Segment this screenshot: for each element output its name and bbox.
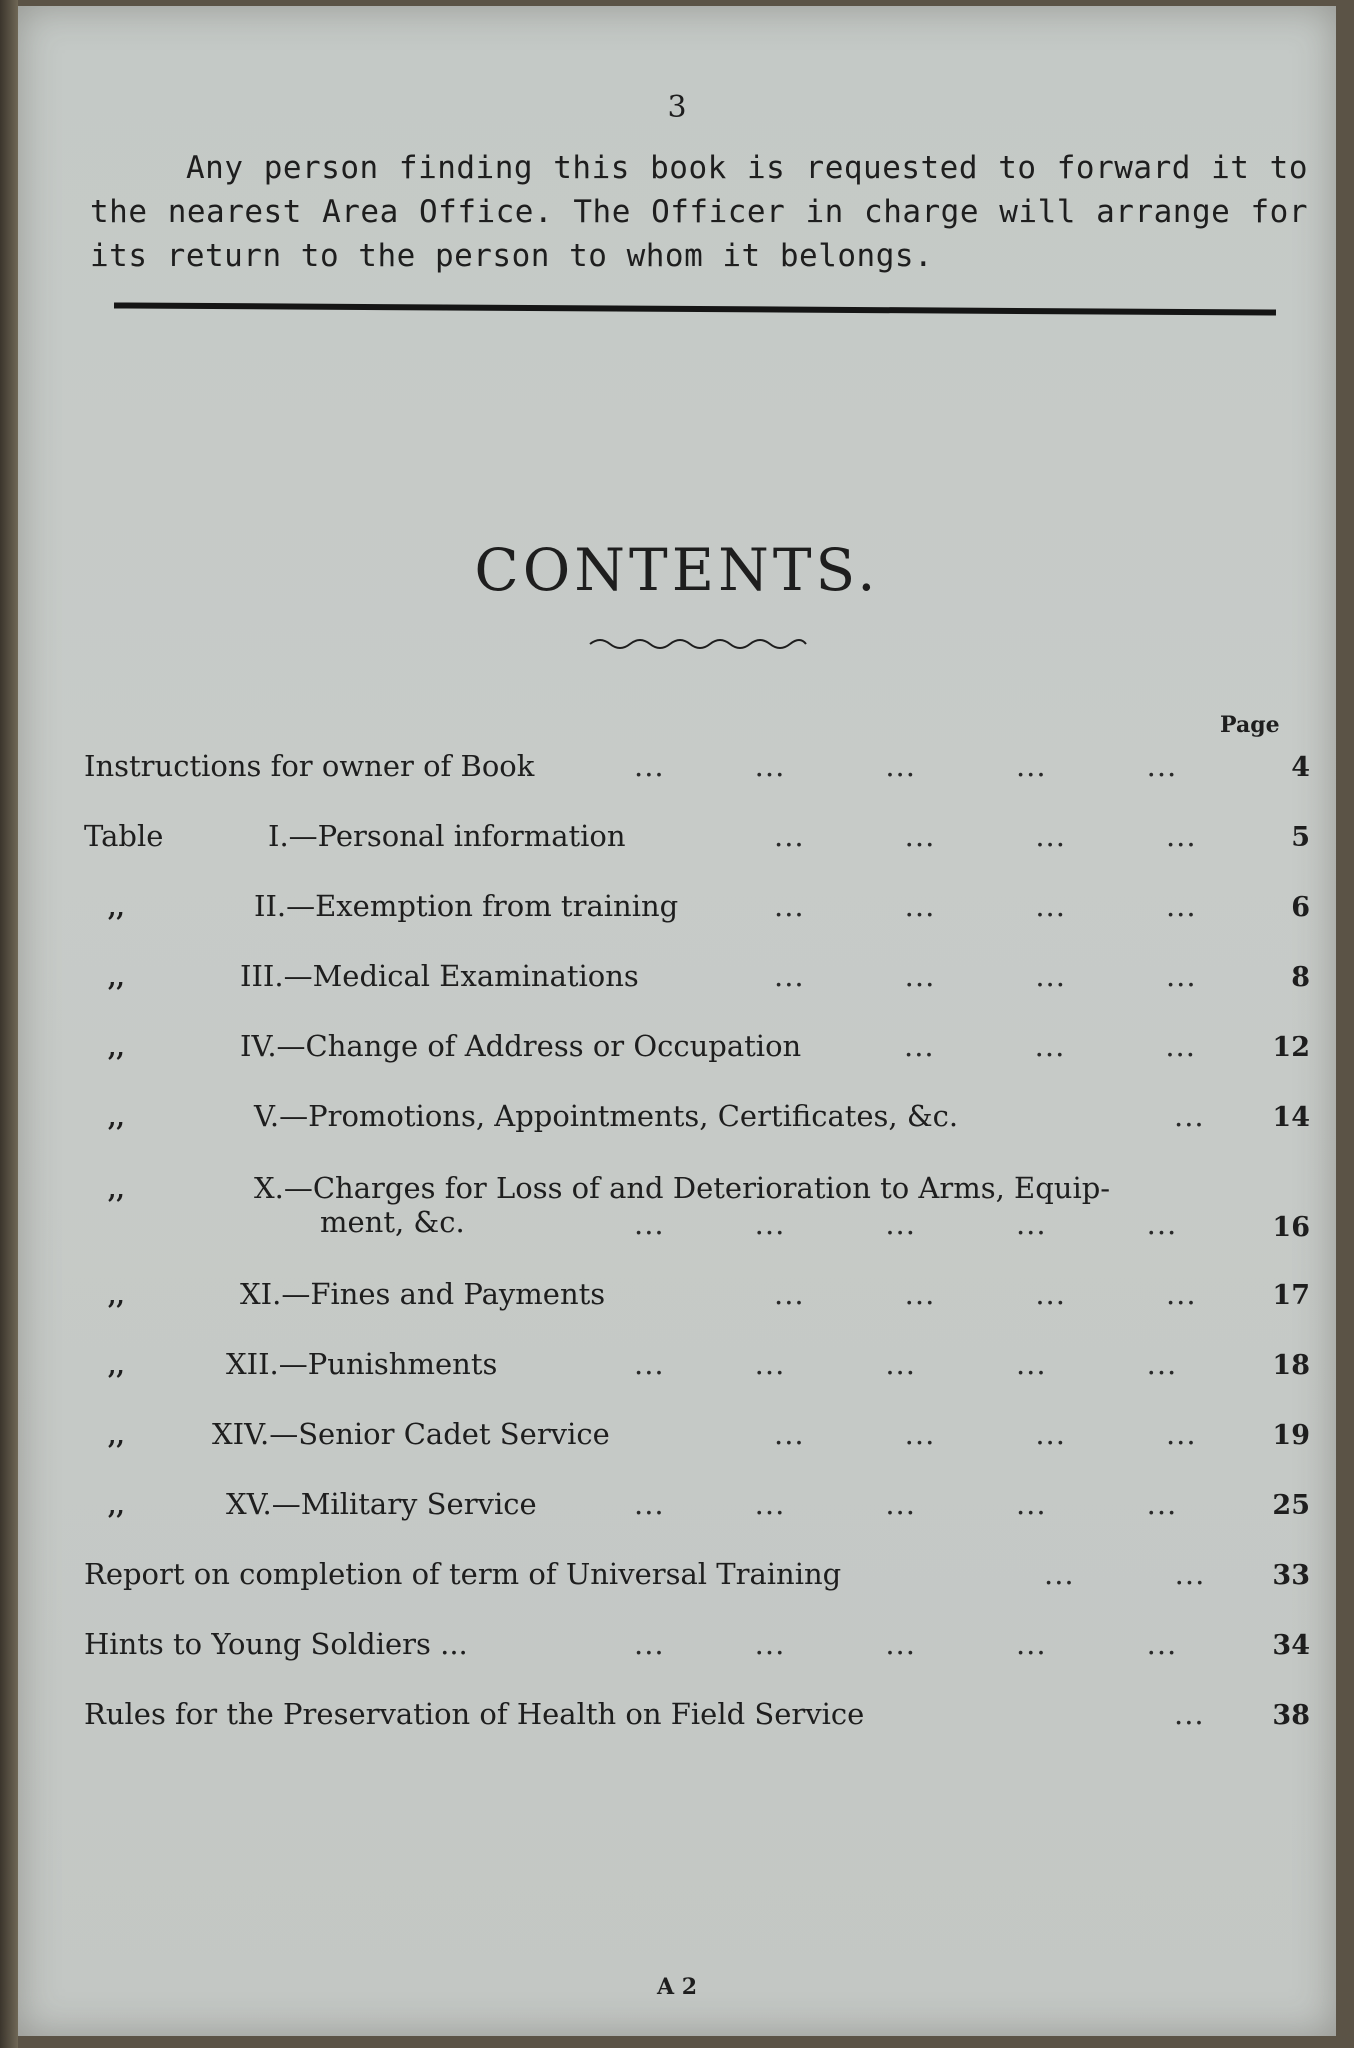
toc-entry-title: Hints to Young Soldiers ... xyxy=(84,1627,468,1661)
ditto-mark: ,, xyxy=(108,1421,125,1450)
toc-entry-title: XI.—Fines and Payments xyxy=(240,1277,606,1311)
toc-entry-title: XIV.—Senior Cadet Service xyxy=(212,1417,610,1451)
ditto-mark: ,, xyxy=(108,1281,125,1310)
toc-entry-title: XII.—Punishments xyxy=(226,1347,498,1381)
toc-entry-page: 25 xyxy=(1272,1490,1310,1521)
toc-entry-title-continued: ment, &c. xyxy=(320,1205,465,1239)
leader-dots: ... ... ... ... xyxy=(774,819,1197,853)
ditto-mark: ,, xyxy=(108,893,125,922)
leader-dots: ... ... ... ... ... xyxy=(634,749,1178,783)
toc-entry-page: 33 xyxy=(1272,1560,1310,1591)
leader-dots: ... ... ... ... xyxy=(774,1417,1197,1451)
leader-dots: ... ... ... ... ... xyxy=(634,1627,1178,1661)
ditto-mark: ,, xyxy=(108,1175,125,1204)
leader-dots: ... ... ... xyxy=(904,1029,1196,1063)
toc-entry xyxy=(84,1170,1310,1250)
toc-entry-page: 17 xyxy=(1272,1280,1310,1311)
toc-entry-title: Report on completion of term of Universal Training xyxy=(84,1557,842,1591)
page-column-label: Page xyxy=(1220,712,1280,738)
toc-entry-page: 5 xyxy=(1291,822,1310,853)
toc-entry-page: 16 xyxy=(1272,1212,1310,1243)
toc-entry-title: XV.—Military Service xyxy=(226,1487,537,1521)
book-page xyxy=(18,6,1336,2036)
contents-heading: CONTENTS. xyxy=(474,536,880,604)
divider-rule xyxy=(114,302,1276,315)
toc-entry-title: V.—Promotions, Appointments, Certificates, &c. xyxy=(254,1099,959,1133)
toc-entry-title: Rules for the Preservation of Health on Field Service xyxy=(84,1697,865,1731)
flourish-ornament xyxy=(588,634,808,654)
toc-entry-page: 8 xyxy=(1291,962,1310,993)
page-number: 3 xyxy=(667,90,687,125)
leader-dots: ... ... ... ... ... xyxy=(634,1347,1178,1381)
leader-dots: ... xyxy=(1174,1697,1205,1731)
toc-entry-title: X.—Charges for Loss of and Deterioration to Arms, Equip- xyxy=(254,1171,1111,1205)
toc-entry-page: 4 xyxy=(1291,752,1310,783)
book-spine xyxy=(0,0,18,2048)
leader-dots: ... ... ... ... xyxy=(774,959,1197,993)
leader-dots: ... ... ... ... ... xyxy=(634,1207,1178,1241)
return-notice: Any person finding this book is requested to forward it to the nearest Area Office. The Officer in charge will arrange for its return to the person to whom it belongs. xyxy=(90,150,1308,274)
toc-entry-page: 34 xyxy=(1272,1630,1310,1661)
toc-entry-page: 12 xyxy=(1272,1032,1310,1063)
toc-entry-title: I.—Personal information xyxy=(268,819,626,853)
ditto-mark: ,, xyxy=(108,1351,125,1380)
ditto-mark: ,, xyxy=(108,963,125,992)
leader-dots: ... ... ... ... xyxy=(774,889,1197,923)
toc-entry-page: 19 xyxy=(1272,1420,1310,1451)
toc-entry-page: 14 xyxy=(1272,1102,1310,1133)
toc-entry-title: IV.—Change of Address or Occupation xyxy=(240,1029,802,1063)
toc-entry-page: 38 xyxy=(1272,1700,1310,1731)
toc-entry-title: Instructions for owner of Book xyxy=(84,749,535,783)
toc-entry-title: III.—Medical Examinations xyxy=(240,959,639,993)
ditto-mark: ,, xyxy=(108,1103,125,1132)
leader-dots: ... ... xyxy=(1044,1557,1206,1591)
toc-entry-title: II.—Exemption from training xyxy=(254,889,679,923)
leader-dots: ... ... ... ... ... xyxy=(634,1487,1178,1521)
ditto-mark: ,, xyxy=(108,1033,125,1062)
toc-entry-page: 6 xyxy=(1291,892,1310,923)
toc-entry-page: 18 xyxy=(1272,1350,1310,1381)
toc-entry-prefix: Table xyxy=(84,819,164,853)
signature-mark: A 2 xyxy=(656,1974,698,2000)
leader-dots: ... ... ... ... xyxy=(774,1277,1197,1311)
ditto-mark: ,, xyxy=(108,1491,125,1520)
leader-dots: ... xyxy=(1174,1099,1205,1133)
